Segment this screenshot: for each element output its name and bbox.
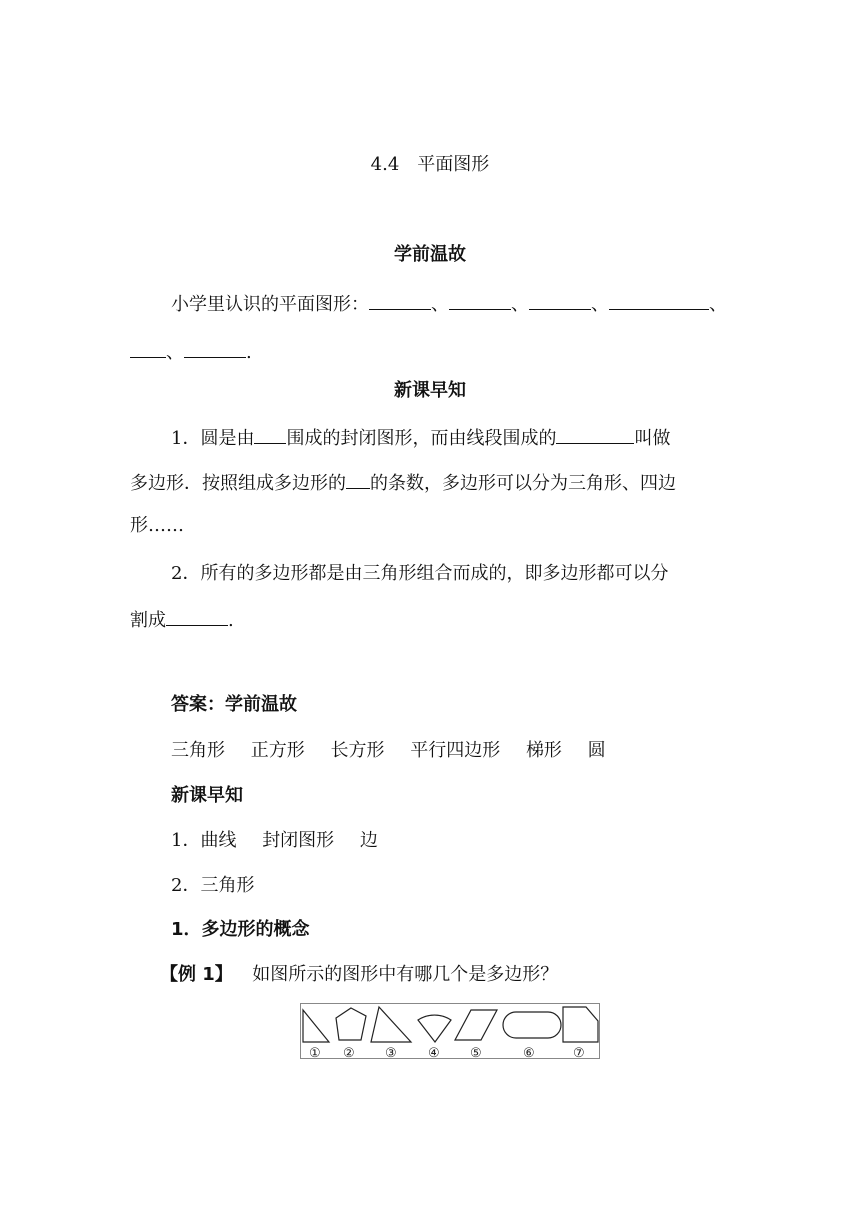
page-title: 4.4 平面图形 — [370, 154, 490, 175]
shape-3-triangle — [371, 1007, 411, 1042]
answer-blank — [369, 291, 431, 310]
answer-blank — [184, 339, 246, 358]
shape-label: ② — [343, 1046, 355, 1060]
answers-heading-2: 新课早知 — [171, 785, 243, 806]
answer-shape: 长方形 — [330, 740, 385, 761]
answer-blank — [346, 470, 370, 489]
item1-line1 — [171, 425, 731, 451]
review-prompt-line — [171, 291, 731, 317]
answer-blank — [449, 291, 511, 310]
shape-4-sector — [418, 1015, 451, 1042]
answer-blank — [556, 425, 634, 444]
answer-shape: 三角形 — [171, 740, 225, 761]
item1-text-e: 的条数，多边形可以分为三角形、四边 — [370, 473, 676, 494]
example-label: 【例 1】 — [160, 964, 233, 985]
shape-2-pentagon — [336, 1008, 366, 1040]
section-heading-preview: 新课早知 — [394, 380, 466, 401]
shape-label: ④ — [428, 1046, 440, 1060]
shape-label: ① — [309, 1046, 321, 1060]
answers-heading: 答案：学前温故 — [171, 694, 297, 715]
answer-shape: 平行四边形 — [410, 740, 501, 761]
shape-label: ③ — [385, 1046, 397, 1060]
item1-text-b: 围成的封闭图形，而由线段围成的 — [286, 428, 557, 449]
period: . — [246, 342, 252, 363]
shape-label: ⑥ — [523, 1046, 535, 1060]
item2-line1: 2．所有的多边形都是由三角形组合而成的，即多边形都可以分 — [171, 563, 669, 584]
separator: 、 — [709, 294, 727, 315]
separator: 、 — [511, 294, 529, 315]
polygon-figure — [300, 1003, 600, 1059]
answer-prefix: 1． — [171, 830, 201, 851]
answers-item1-line — [171, 829, 771, 853]
review-prompt-text: 小学里认识的平面图形： — [171, 294, 369, 315]
example-text: 如图所示的图形中有哪几个是多边形？ — [252, 964, 559, 985]
answer-shape: 梯形 — [525, 740, 562, 761]
answer-blank — [254, 425, 286, 444]
item2-text-b: 割成 — [130, 610, 166, 631]
shape-6-rounded-rectangle — [503, 1012, 561, 1038]
answer-item: 边 — [359, 830, 378, 851]
answer-blank — [130, 339, 166, 358]
answer-item: 曲线 — [200, 830, 237, 851]
answers-item2-line: 2．三角形 — [171, 875, 255, 896]
section-heading-review: 学前温故 — [394, 244, 466, 265]
item1-line3: 形…… — [130, 515, 184, 536]
item2-text-c: . — [228, 610, 234, 631]
answer-item: 封闭图形 — [262, 830, 335, 851]
answer-blank — [609, 291, 709, 310]
answer-shape: 正方形 — [250, 740, 305, 761]
shape-5-parallelogram-like — [455, 1010, 497, 1040]
example-line — [160, 963, 760, 987]
concept-heading: 1．多边形的概念 — [171, 919, 310, 940]
separator: 、 — [166, 342, 184, 363]
answer-blank — [166, 607, 228, 626]
shape-label: ⑤ — [470, 1046, 482, 1060]
item1-text-d: 多边形．按照组成多边形的 — [130, 473, 346, 494]
shape-7-pentagon-corner-cut — [563, 1007, 598, 1042]
item1-text-c: 叫做 — [634, 428, 671, 449]
answer-shape: 圆 — [587, 740, 606, 761]
polygon-figure-svg — [301, 1004, 601, 1060]
separator: 、 — [591, 294, 609, 315]
separator: 、 — [431, 294, 449, 315]
item2-line2 — [130, 607, 730, 633]
item1-line2 — [130, 470, 730, 496]
answers-shapes-line — [171, 739, 771, 763]
answer-blank — [529, 291, 591, 310]
item1-text-a: 1．圆是由 — [171, 428, 255, 449]
review-prompt-line-2 — [130, 339, 730, 365]
shape-1-right-triangle — [303, 1010, 329, 1042]
shape-label: ⑦ — [573, 1046, 585, 1060]
